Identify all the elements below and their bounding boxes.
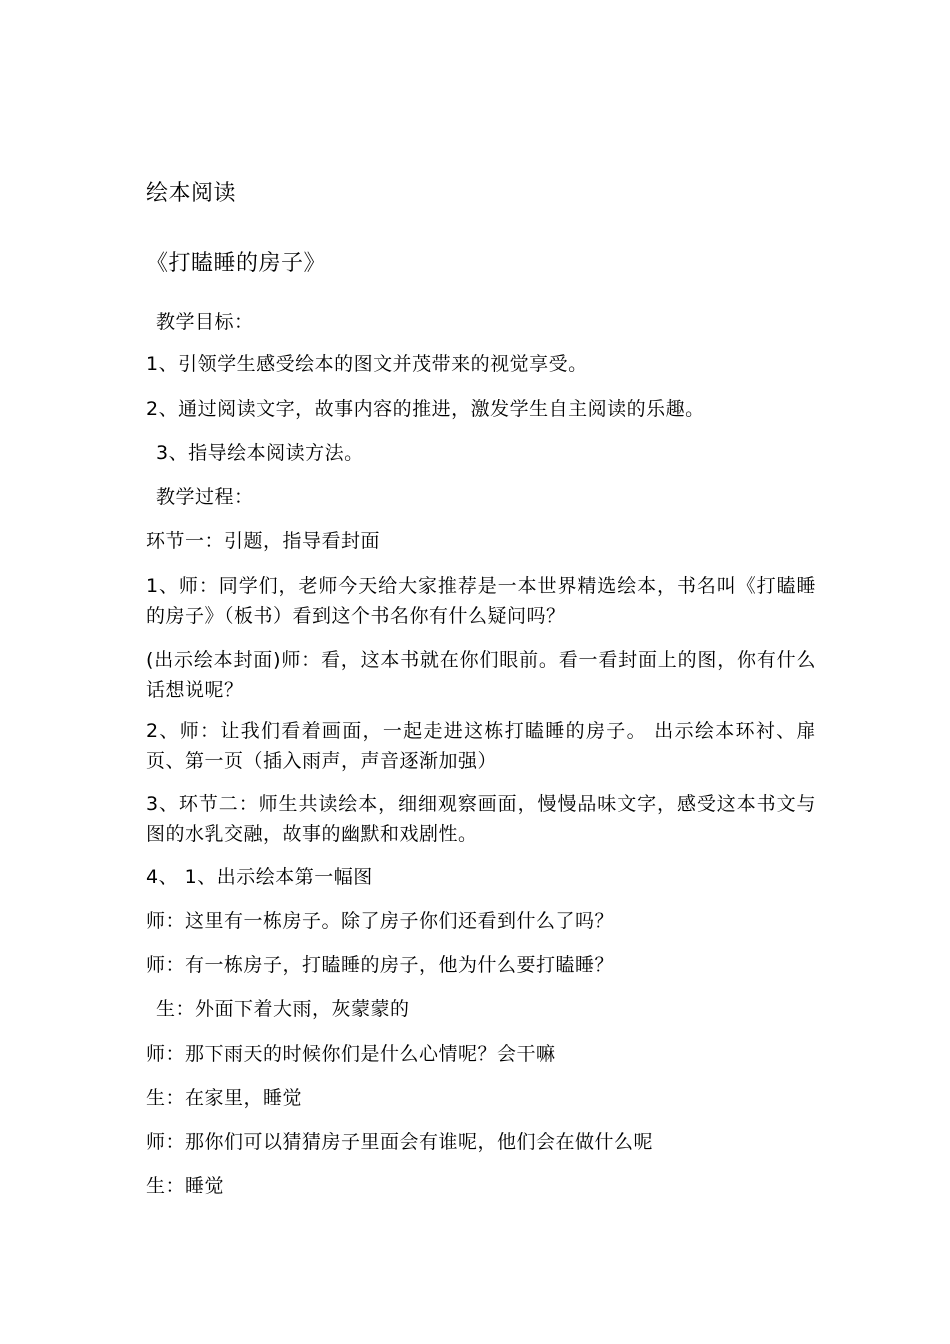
dialogue-line: 生：外面下着大雨，灰蒙蒙的: [156, 998, 410, 1020]
dialogue-line: 生：睡觉: [146, 1175, 225, 1197]
book-title: 《打瞌睡的房子》: [146, 251, 327, 276]
section-title: 绘本阅读: [146, 181, 237, 206]
goals-heading: 教学目标：: [156, 311, 254, 333]
step-heading: 环节一：引题，指导看封面: [146, 530, 381, 552]
process-heading: 教学过程：: [156, 486, 254, 508]
paragraph: (出示绘本封面)师：看，这本书就在你们眼前。看一看封面上的图，你有什么话想说呢？: [146, 649, 816, 701]
dialogue-line: 师：这里有一栋房子。除了房子你们还看到什么了吗？: [146, 910, 615, 932]
paragraph: 3、环节二：师生共读绘本，细细观察画面，慢慢品味文字，感受这本书文与图的水乳交融，故事的幽默和戏剧性。: [146, 793, 816, 845]
paragraph: 1、师：同学们，老师今天给大家推荐是一本世界精选绘本，书名叫《打瞌睡的房子》（板书）看到这个书名你有什么疑问吗？: [146, 575, 816, 627]
goal-item: 3、指导绘本阅读方法。: [156, 442, 364, 464]
paragraph: 4、 1、出示绘本第一幅图: [146, 866, 373, 888]
dialogue-line: 生：在家里，睡觉: [146, 1087, 303, 1109]
goal-item: 1、引领学生感受绘本的图文并茂带来的视觉享受。: [146, 353, 588, 375]
dialogue-line: 师：那下雨天的时候你们是什么心情呢？会干嘛: [146, 1043, 556, 1065]
goal-item: 2、通过阅读文字，故事内容的推进，激发学生自主阅读的乐趣。: [146, 398, 705, 420]
dialogue-line: 师：有一栋房子，打瞌睡的房子，他为什么要打瞌睡？: [146, 954, 615, 976]
paragraph: 2、师：让我们看着画面，一起走进这栋打瞌睡的房子。 出示绘本环衬、扉页、第一页（插入雨声，声音逐渐加强）: [146, 720, 816, 772]
dialogue-line: 师：那你们可以猜猜房子里面会有谁呢，他们会在做什么呢: [146, 1131, 654, 1153]
